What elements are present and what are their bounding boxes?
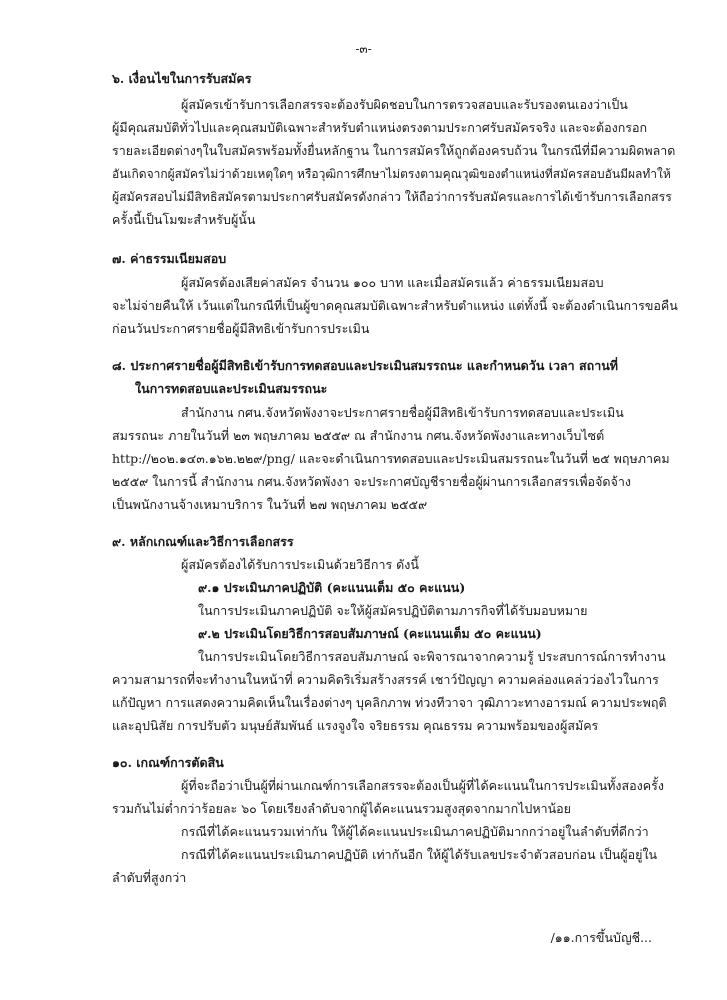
section-9-line-6: ความสามารถที่จะทำงานในหน้าที่ ความคิดริเริ่มสร้างสรรค์ เชาว์ปัญญา ความคล่องแคล่วว่องไวในการ — [112, 672, 659, 687]
section-9-line-1: ผู้สมัครต้องได้รับการประเมินด้วยวิธีการ ดังนี้ — [181, 557, 419, 572]
section-6-line-6: ครั้งนี้เป็นโมฆะสำหรับผู้นั้น — [112, 212, 256, 227]
section-10-line-3: กรณีที่ได้คะแนนรวมเท่ากัน ให้ผู้ได้คะแนนประเมินภาคปฏิบัติมากกว่าอยู่ในลำดับที่ดีกว่า — [181, 824, 649, 839]
section-9-heading: ๙. หลักเกณฑ์และวิธีการเลือกสรร — [112, 534, 294, 549]
section-8-heading-line-2: ในการทดสอบและประเมินสมรรถนะ — [135, 381, 328, 396]
section-8-line-4: ๒๕๕๙ ในการนี้ สำนักงาน กศน.จังหวัดพังงา จะประกาศบัญชีรายชื่อผู้ผ่านการเลือกสรรเพื่อจัดจ้าง — [112, 474, 631, 489]
section-10-heading: ๑๐. เกณฑ์การตัดสิน — [112, 755, 224, 770]
section-7-line-3: ก่อนวันประกาศรายชื่อผู้มีสิทธิเข้ารับการประเมิน — [112, 321, 370, 336]
section-7-heading: ๗. ค่าธรรมเนียมสอบ — [112, 251, 227, 266]
continuation-footer: /๑๑.การขึ้นบัญชี... — [550, 930, 652, 945]
section-10-line-5: ลำดับที่สูงกว่า — [112, 870, 187, 885]
section-10-line-2: รวมกันไม่ต่ำกว่าร้อยละ ๖๐ โดยเรียงลำดับจากผู้ได้คะแนนรวมสูงสุดจากมากไปหาน้อย — [112, 801, 571, 816]
section-6-line-4: อันเกิดจากผู้สมัครไม่ว่าด้วยเหตุใดๆ หรือวุฒิการศึกษาไม่ตรงตามคุณวุฒิของตำแหน่งที่สมัครสอบอันมีผลทำให้ — [112, 167, 671, 181]
section-6-line-3: รายละเอียดต่างๆในใบสมัครพร้อมทั้งยื่นหลักฐาน ในการสมัครให้ถูกต้องครบถ้วน ในกรณีที่มีความผิดพลาด — [112, 143, 676, 158]
section-7-line-2: จะไม่จ่ายคืนให้ เว้นแต่ในกรณีที่เป็นผู้ขาดคุณสมบัติเฉพาะสำหรับตำแหน่ง แต่ทั้งนี้ จะต้องดำเนินการขอคืน — [112, 298, 678, 313]
section-8-heading: ๘. ประกาศรายชื่อผู้มีสิทธิเข้ารับการทดสอบและประเมินสมรรถนะ และกำหนดวัน เวลา สถานที่ — [112, 358, 619, 373]
section-8-line-1: สำนักงาน กศน.จังหวัดพังงาจะประกาศรายชื่อผู้มีสิทธิเข้ารับการทดสอบและประเมิน — [181, 405, 624, 420]
section-6-heading: ๖. เงื่อนไขในการรับสมัคร — [112, 71, 252, 86]
section-7-line-1: ผู้สมัครต้องเสียค่าสมัคร จำนวน ๑๐๐ บาท และเมื่อสมัครแล้ว ค่าธรรมเนียมสอบ — [181, 275, 604, 290]
section-10-line-4: กรณีที่ได้คะแนนประเมินภาคปฏิบัติ เท่ากันอีก ให้ผู้ได้รับเลขประจำตัวสอบก่อน เป็นผู้อยู่ใน — [181, 847, 658, 862]
section-9-1-title: ๙.๑ ประเมินภาคปฏิบัติ (คะแนนเต็ม ๕๐ คะแนน) — [198, 580, 466, 595]
section-9-2-title: ๙.๒ ประเมินโดยวิธีการสอบสัมภาษณ์ (คะแนนเต็ม ๕๐ คะแนน) — [198, 626, 542, 641]
section-9-line-5: ในการประเมินโดยวิธีการสอบสัมภาษณ์ จะพิจารณาจากความรู้ ประสบการณ์การทำงาน — [198, 649, 666, 664]
section-6-line-1: ผู้สมัครเข้ารับการเลือกสรรจะต้องรับผิดชอบในการตรวจสอบและรับรองตนเองว่าเป็น — [181, 97, 628, 112]
section-8-line-2: สมรรถนะ ภายในวันที่ ๒๓ พฤษภาคม ๒๕๕๙ ณ สำนักงาน กศน.จังหวัดพังงาและทางเว็บไซต์ — [112, 428, 605, 443]
section-9-line-3: ในการประเมินภาคปฏิบัติ จะให้ผู้สมัครปฏิบัติตามภารกิจที่ได้รับมอบหมาย — [198, 603, 588, 618]
section-6-line-2: ผู้มีคุณสมบัติทั่วไปและคุณสมบัติเฉพาะสำหรับตำแหน่งตรงตามประกาศรับสมัครจริง และจะต้องกรอก — [112, 120, 648, 135]
section-6-line-5: ผู้สมัครสอบไม่มีสิทธิสมัครตามประกาศรับสมัครดังกล่าว ให้ถือว่าการรับสมัครและการได้เข้ารับการเลือกสรร — [112, 190, 672, 204]
section-9-line-8: และอุปนิสัย การปรับตัว มนุษย์สัมพันธ์ แรงจูงใจ จริยธรรม คุณธรรม ความพร้อมของผู้สมัคร — [112, 718, 599, 733]
section-10-line-1: ผู้ที่จะถือว่าเป็นผู้ที่ผ่านเกณฑ์การเลือกสรรจะต้องเป็นผู้ที่ได้คะแนนในการประเมินทั้งสองครั้ง — [181, 778, 664, 793]
section-8-line-3: http://๒๐๒.๑๔๓.๑๖๒.๒๒๙/png/ และจะดำเนินการทดสอบและประเมินสมรรถนะในวันที่ ๒๕ พฤษภาคม — [112, 451, 670, 466]
page-number: -๓- — [355, 42, 372, 56]
section-9-line-7: แก้ปัญหา การแสดงความคิดเห็นในเรื่องต่างๆ บุคลิกภาพ ท่วงทีวาจา วุฒิภาวะทางอารมณ์ ความประพฤติ — [112, 695, 667, 710]
section-8-line-5: เป็นพนักงานจ้างเหมาบริการ ในวันที่ ๒๗ พฤษภาคม ๒๕๕๙ — [112, 497, 428, 512]
